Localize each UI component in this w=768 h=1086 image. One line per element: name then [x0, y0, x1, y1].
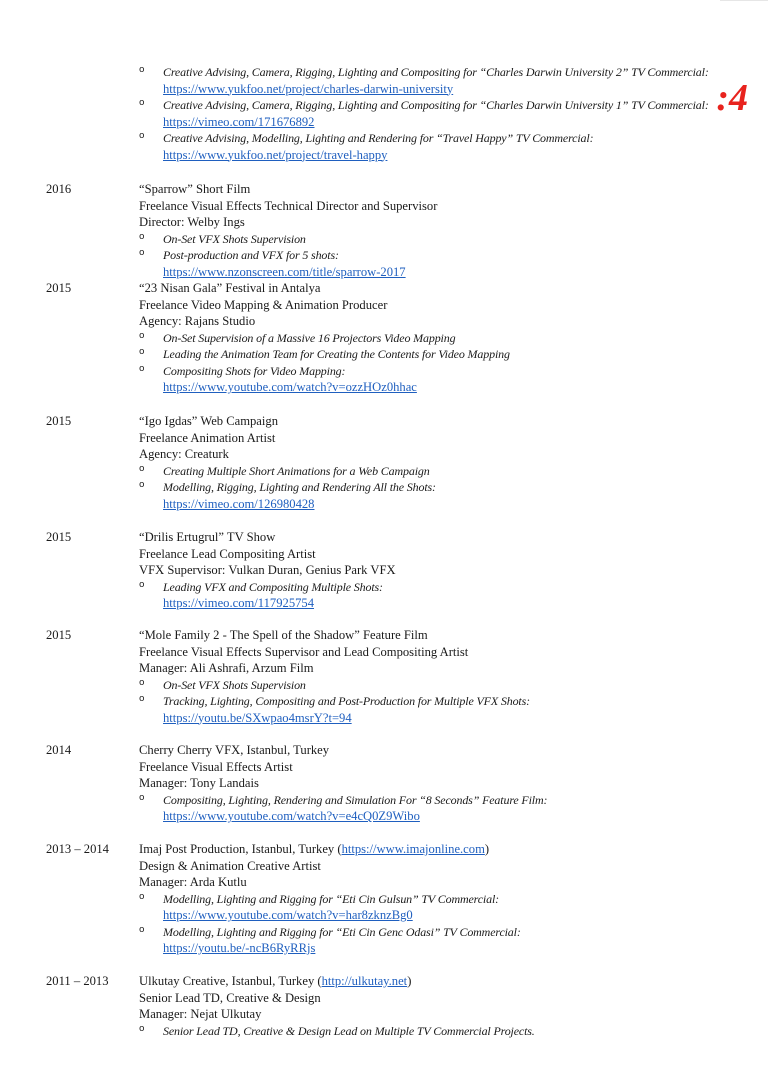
bullet-item	[139, 891, 739, 924]
entry-line: Design & Animation Creative Artist	[139, 858, 321, 873]
entry-line: Freelance Visual Effects Technical Director and Supervisor	[139, 198, 438, 213]
entry-line: Manager: Tony Landais	[139, 776, 259, 790]
bullet-text: On-Set Supervision of a Massive 16 Projectors Video Mapping	[163, 330, 456, 345]
bullet-circle-icon: o	[139, 248, 145, 258]
bullet-item	[139, 924, 739, 957]
entry-company: Imaj Post Production, Istanbul, Turkey (https://www.imajonline.com)	[139, 842, 490, 856]
bullet-item	[139, 677, 739, 694]
entry-line: VFX Supervisor: Vulkan Duran, Genius Park VFX	[139, 563, 396, 577]
bullet-circle-icon: o	[139, 363, 145, 374]
entry-line: Agency: Creaturk	[139, 447, 229, 461]
bullet-text: On-Set VFX Shots Supervision	[163, 231, 306, 246]
entry-line: Manager: Nejat Ulkutay	[139, 1007, 262, 1021]
bullet-item	[139, 463, 739, 480]
bullet-item	[139, 130, 739, 163]
entry-line: Freelance Animation Artist	[139, 430, 276, 445]
bullet-circle-icon: o	[139, 131, 145, 141]
bullet-circle-icon: o	[139, 330, 145, 341]
bullet-text: Post-production and VFX for 5 shots:	[163, 248, 339, 262]
entry-year: 2015	[46, 530, 72, 544]
bullet-item	[139, 579, 739, 612]
entry-details	[139, 627, 739, 726]
bullet-text: Leading the Animation Team for Creating the Contents for Video Mapping	[163, 347, 510, 361]
company-link[interactable]: https://www.imajonline.com	[341, 842, 485, 856]
bullet-item	[139, 346, 739, 363]
bullet-text: Creative Advising, Modelling, Lighting and Rendering for “Travel Happy” TV Commercial:	[163, 131, 594, 145]
company-name: Imaj Post Production, Istanbul, Turkey	[139, 842, 335, 856]
bullet-text: Compositing Shots for Video Mapping:	[163, 363, 346, 378]
bullet-text: Modelling, Lighting and Rigging for “Eti Cin Genc Odasi” TV Commercial:	[163, 924, 521, 939]
bullet-item	[139, 231, 739, 248]
bullet-circle-icon: o	[139, 924, 145, 935]
bullet-circle-icon: o	[139, 694, 145, 704]
entry-details	[139, 181, 739, 280]
bullet-item	[139, 330, 739, 347]
company-link[interactable]: http://ulkutay.net	[321, 974, 408, 988]
bullet-link[interactable]: https://www.yukfoo.net/project/charles-darwin-university	[163, 81, 454, 96]
bullet-item	[139, 1023, 739, 1040]
bullet-link[interactable]: https://www.youtube.com/watch?v=ozzHOz0hhac	[163, 380, 417, 394]
entry-line: Manager: Ali Ashrafi, Arzum Film	[139, 661, 314, 675]
entry-year: 2016	[46, 182, 72, 196]
entry-line: Agency: Rajans Studio	[139, 314, 256, 328]
entry-line: Manager: Arda Kutlu	[139, 875, 247, 889]
entry-line: Freelance Visual Effects Supervisor and Lead Compositing Artist	[139, 644, 469, 659]
bullet-text: Modelling, Lighting and Rigging for “Eti Cin Gulsun” TV Commercial:	[163, 891, 499, 906]
entry-line: Director: Welby Ings	[139, 215, 245, 229]
bullet-text: On-Set VFX Shots Supervision	[163, 677, 306, 692]
bullet-item	[139, 693, 739, 726]
entry-year: 2014	[46, 743, 72, 757]
bullet-item	[139, 479, 739, 512]
bullet-text: Leading VFX and Compositing Multiple Shots:	[163, 579, 383, 594]
bullet-circle-icon: o	[139, 891, 145, 902]
bullet-circle-icon: o	[139, 347, 145, 357]
bullet-text: Senior Lead TD, Creative & Design Lead on Multiple TV Commercial Projects.	[163, 1023, 535, 1038]
page-number-marker: :4	[716, 77, 748, 119]
bullet-text: Modelling, Rigging, Lighting and Rendering All the Shots:	[163, 480, 436, 494]
entry-title: “23 Nisan Gala” Festival in Antalya	[139, 281, 321, 295]
bullet-link[interactable]: https://www.yukfoo.net/project/travel-happy	[163, 147, 388, 162]
bullet-item	[139, 247, 739, 280]
entry-line: Freelance Visual Effects Artist	[139, 759, 293, 774]
entry-title: “Mole Family 2 - The Spell of the Shadow” Feature Film	[139, 628, 428, 642]
entry-line: Freelance Lead Compositing Artist	[139, 546, 316, 561]
bullet-item	[139, 792, 739, 825]
bullet-link[interactable]: https://vimeo.com/126980428	[163, 496, 315, 511]
bullet-text: Creating Multiple Short Animations for a Web Campaign	[163, 463, 430, 478]
bullet-circle-icon: o	[139, 231, 145, 242]
intro-bullet-list	[139, 64, 739, 163]
bullet-text: Creative Advising, Camera, Rigging, Lighting and Compositing for “Charles Darwin University 2” TV Commercial:	[163, 65, 709, 79]
entry-year: 2015	[46, 281, 72, 295]
bullet-text: Compositing, Lighting, Rendering and Simulation For “8 Seconds” Feature Film:	[163, 792, 548, 807]
entry-year: 2011 – 2013	[46, 974, 109, 988]
entry-title: “Igo Igdas” Web Campaign	[139, 414, 278, 428]
entry-details	[139, 973, 739, 1039]
entry-details	[139, 413, 739, 512]
entry-details	[139, 529, 739, 612]
bullet-item	[139, 363, 739, 396]
entry-company: Ulkutay Creative, Istanbul, Turkey (http://ulkutay.net)	[139, 974, 412, 988]
bullet-link[interactable]: https://youtu.be/SXwpao4msrY?t=94	[163, 710, 352, 725]
bullet-link[interactable]: https://www.youtube.com/watch?v=e4cQ0Z9Wibo	[163, 809, 420, 823]
bullet-circle-icon: o	[139, 1023, 145, 1034]
bullet-circle-icon: o	[139, 480, 145, 490]
bullet-text: Tracking, Lighting, Compositing and Post-Production for Multiple VFX Shots:	[163, 694, 530, 708]
entry-year: 2015	[46, 628, 72, 642]
page-edge-line	[720, 0, 768, 1]
entry-details	[139, 742, 739, 825]
entry-year: 2013 – 2014	[46, 842, 109, 856]
entry-title: “Sparrow” Short Film	[139, 182, 251, 196]
bullet-circle-icon: o	[139, 677, 145, 688]
entry-line: Senior Lead TD, Creative & Design	[139, 990, 321, 1005]
entry-title: “Drilis Ertugrul” TV Show	[139, 530, 276, 544]
entry-year: 2015	[46, 414, 72, 428]
company-name: Ulkutay Creative, Istanbul, Turkey	[139, 974, 315, 988]
bullet-link[interactable]: https://www.youtube.com/watch?v=har8zknzBg0	[163, 908, 413, 922]
entry-details	[139, 841, 739, 957]
bullet-circle-icon: o	[139, 792, 145, 803]
bullet-circle-icon: o	[139, 98, 145, 108]
bullet-item	[139, 97, 739, 130]
bullet-link[interactable]: https://vimeo.com/171676892	[163, 114, 315, 129]
bullet-item	[139, 64, 739, 97]
bullet-link[interactable]: https://www.nzonscreen.com/title/sparrow-2017	[163, 264, 406, 279]
bullet-link[interactable]: https://youtu.be/-ncB6RyRRjs	[163, 941, 316, 955]
bullet-text: Creative Advising, Camera, Rigging, Lighting and Compositing for “Charles Darwin University 1” TV Commercial:	[163, 98, 709, 112]
entry-details	[139, 280, 739, 396]
bullet-circle-icon: o	[139, 65, 145, 75]
bullet-circle-icon: o	[139, 579, 145, 590]
bullet-link[interactable]: https://vimeo.com/117925754	[163, 596, 315, 610]
entry-title: Cherry Cherry VFX, Istanbul, Turkey	[139, 743, 330, 757]
bullet-circle-icon: o	[139, 463, 145, 474]
entry-line: Freelance Video Mapping & Animation Producer	[139, 297, 388, 312]
